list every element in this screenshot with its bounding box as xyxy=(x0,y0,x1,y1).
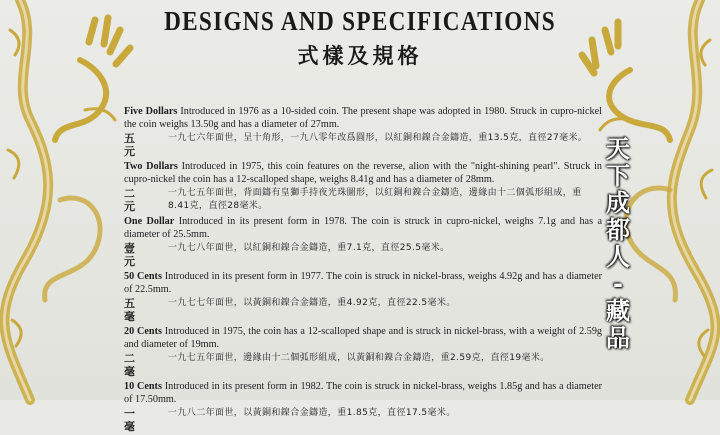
coin-name-chinese: 五 毫 xyxy=(124,297,143,323)
watermark-char: 品 xyxy=(606,324,630,352)
specification-list xyxy=(124,105,602,435)
coin-entry xyxy=(124,325,602,378)
coin-description-chinese xyxy=(124,132,602,158)
coin-name-chinese: 一 毫 xyxy=(124,407,143,433)
coin-entry xyxy=(124,160,602,213)
coin-description xyxy=(124,215,602,241)
coin-name: Two Dollars xyxy=(124,161,178,172)
coin-text-chinese: 一九七七年面世，以黃銅和鎳合金鑄造，重4.92克，直徑22.5毫米。 xyxy=(168,298,456,308)
coin-entry xyxy=(124,215,602,268)
coin-name-chinese: 五 元 xyxy=(124,132,143,158)
coin-name-chinese: 壹 元 xyxy=(124,242,143,268)
coin-entry xyxy=(124,380,602,433)
coin-description xyxy=(124,160,602,186)
coin-entry xyxy=(124,105,602,158)
coin-description-chinese xyxy=(124,352,602,378)
coin-text-chinese: 一九七六年面世，呈十角形，一九八零年改爲圓形，以紅銅和鎳合金鑄造，重13.5克，直徑27毫米。 xyxy=(168,133,588,143)
coin-text-chinese: 一九八二年面世，以黃銅和鎳合金鑄造，重1.85克，直徑17.5毫米。 xyxy=(168,408,456,418)
coin-description-chinese xyxy=(124,242,602,268)
coin-name-chinese: 二 毫 xyxy=(124,352,143,378)
coin-name: 50 Cents xyxy=(124,271,162,282)
coin-text: Introduced in 1975, the coin has a 12-scalloped shape and is struck in nickel-brass, with a weight of 2.59g and diameter of 19mm. xyxy=(124,326,603,350)
coin-description-chinese xyxy=(124,297,602,323)
coin-description xyxy=(124,325,602,351)
watermark-char: 下 xyxy=(606,162,630,190)
page-title: DESIGNS AND SPECIFICATIONS xyxy=(164,6,556,36)
coin-name: 10 Cents xyxy=(124,381,162,392)
coin-text: Introduced in 1975, this coin features on the reverse, alion with the "night-shining pearl". Struck in cupro-nickel the coin has a 12-scalloped shape, weighs 8.41g and has a diameter of 28mm. xyxy=(124,161,602,185)
page-title-chinese: 式樣及規格 xyxy=(297,44,423,68)
watermark-char: - xyxy=(613,270,623,298)
coin-description xyxy=(124,380,602,406)
coin-text: Introduced in 1976 as a 10-sided coin. The present shape was adopted in 1980. Struck in cupro-nickel the coin weighs 13.50g and has a diameter of 27mm. xyxy=(124,106,602,130)
coin-text: Introduced in its present form in 1982. The coin is struck in nickel-brass, weighs 1.85g and has a diameter of 17.50mm. xyxy=(124,381,603,405)
coin-text: Introduced in its present form in 1977. The coin is struck in nickel-brass, weighs 4.92g and has a diameter of 22.5mm. xyxy=(124,271,603,295)
coin-name-chinese: 二 元 xyxy=(124,187,143,213)
coin-name: 20 Cents xyxy=(124,326,162,337)
coin-description-chinese xyxy=(124,407,602,433)
watermark-char: 成 xyxy=(606,189,630,217)
watermark-char: 人 xyxy=(606,243,630,271)
watermark-char: 天 xyxy=(606,135,630,163)
coin-text-chinese: 一九七五年面世，背面鑄有皇獅手持夜光珠圖形，以紅銅和鎳合金鑄造，邊緣由十二個弧形組成，重8.41克，直徑28毫米。 xyxy=(168,188,582,211)
watermark-char: 都 xyxy=(606,216,630,244)
coin-text-chinese: 一九七八年面世，以紅銅和鎳合金鑄造，重7.1克，直徑25.5毫米。 xyxy=(168,243,450,253)
watermark-char: 藏 xyxy=(606,297,630,325)
coin-entry xyxy=(124,270,602,323)
coin-name: One Dollar xyxy=(124,216,175,227)
coin-text: Introduced in its present form in 1978. The coin is struck in cupro-nickel, weighs 7.1g and has a diameter of 25.5mm. xyxy=(124,216,602,240)
coin-text-chinese: 一九七五年面世，邊緣由十二個弧形組成，以黃銅和鎳合金鑄造，重2.59克，直徑19毫米。 xyxy=(168,353,550,363)
coin-name: Five Dollars xyxy=(124,106,178,117)
coin-description xyxy=(124,105,602,131)
coin-description-chinese xyxy=(124,187,602,213)
watermark-vertical-text xyxy=(598,136,638,352)
coin-description xyxy=(124,270,602,296)
